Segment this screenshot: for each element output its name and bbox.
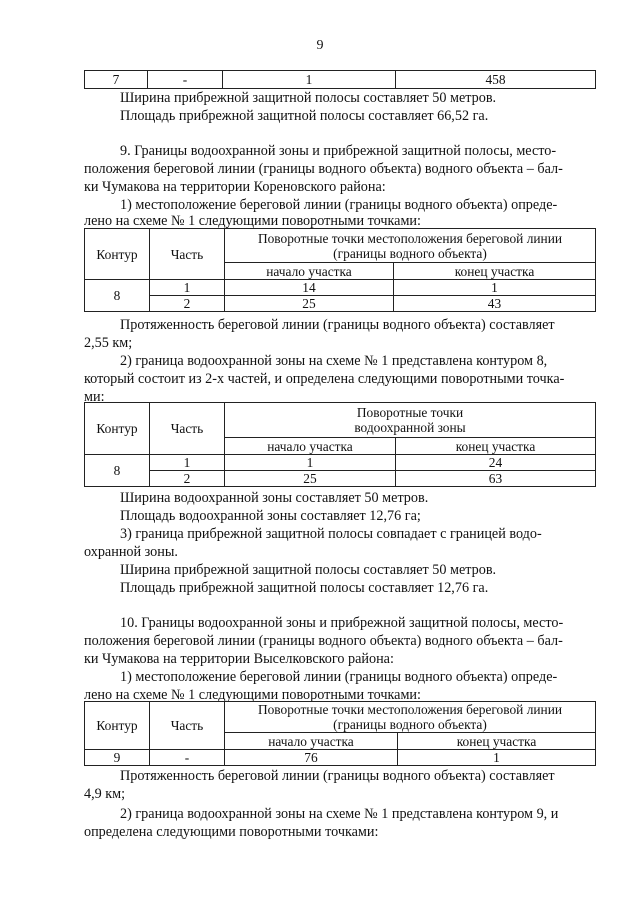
cell-part: 1 [150,455,225,471]
section-9-p2-line-2: который состоит из 2-х частей, и определена следующими поворотными точка- [84,371,565,387]
section-9-shoreline-table [84,228,596,312]
cell-start: 1 [225,455,396,471]
header-start: начало участка [225,263,394,280]
section-10-p1-line-2: лено на схеме № 1 следующими поворотными точками: [84,687,421,703]
strip-width-text: Ширина прибрежной защитной полосы составляет 50 метров. [120,562,497,578]
section-9-zone-table [84,402,596,487]
table-row [85,280,596,296]
header-start: начало участка [225,438,396,455]
section-10-shoreline-table [84,701,596,766]
section-10-length-line-2: 4,9 км; [84,786,126,802]
section-9-p1-line-1: 1) местоположение береговой линии (границы водного объекта) опреде- [120,197,558,213]
cell-contour: 8 [85,280,150,312]
section-9-p1-line-2: лено на схеме № 1 следующими поворотными точками: [84,213,421,229]
header-part: Часть [150,403,225,455]
page-number: 9 [316,38,324,53]
cell-part: 2 [150,296,225,312]
cell-contour: 8 [85,455,150,487]
header-points: Поворотные точки местоположения береговой линии (границы водного объекта) [225,229,596,263]
cell-contour: 9 [85,750,150,766]
cell-part: 2 [150,471,225,487]
table-row [85,471,596,487]
cell-start: 14 [225,280,394,296]
cell-end: 1 [394,280,596,296]
header-end: конец участка [396,438,596,455]
cell-start: 1 [223,71,396,89]
section-10-p1-line-1: 1) местоположение береговой линии (границы водного объекта) опреде- [120,669,558,685]
header-end: конец участка [398,733,596,750]
section-10-heading-line-1: 10. Границы водоохранной зоны и прибрежной защитной полосы, место- [120,615,564,631]
section-9-heading-line-1: 9. Границы водоохранной зоны и прибрежной защитной полосы, место- [120,143,557,159]
section-9-heading-line-3: ки Чумакова на территории Кореновского района: [84,179,386,195]
table-row [85,750,596,766]
header-points: Поворотные точки местоположения береговой линии (границы водного объекта) [225,702,596,733]
zone-area-text: Площадь водоохранной зоны составляет 12,76 га; [120,508,421,524]
section-10-p2-line-2: определена следующими поворотными точками: [84,824,379,840]
section-10-heading-line-3: ки Чумакова на территории Выселковского района: [84,651,394,667]
header-part: Часть [150,702,225,750]
header-end: конец участка [394,263,596,280]
header-contour: Контур [85,229,150,280]
section-9-p3-line-1: 3) граница прибрежной защитной полосы совпадает с границей водо- [120,526,542,542]
strip-width-text: Ширина прибрежной защитной полосы составляет 50 метров. [120,90,497,106]
cell-start: 25 [225,471,396,487]
zone-width-text: Ширина водоохранной зоны составляет 50 метров. [120,490,429,506]
section-10-p2-line-1: 2) граница водоохранной зоны на схеме № 1 представлена контуром 9, и [120,806,559,822]
section-9-p3-line-2: охранной зоны. [84,544,178,560]
table-row [85,71,596,89]
cell-start: 76 [225,750,398,766]
section-9-p2-line-1: 2) граница водоохранной зоны на схеме № 1 представлена контуром 8, [120,353,548,369]
top-table [84,70,596,89]
cell-contour: 7 [85,71,148,89]
header-part: Часть [150,229,225,280]
header-start: начало участка [225,733,398,750]
section-10-heading-line-2: положения береговой линии (границы водного объекта) водного объекта – бал- [84,633,563,649]
cell-end: 24 [396,455,596,471]
cell-part: - [150,750,225,766]
cell-end: 1 [398,750,596,766]
section-10-length-line-1: Протяженность береговой линии (границы водного объекта) составляет [120,768,555,784]
cell-end: 458 [396,71,596,89]
table-row [85,296,596,312]
cell-part: 1 [150,280,225,296]
header-contour: Контур [85,702,150,750]
section-9-length-line-1: Протяженность береговой линии (границы водного объекта) составляет [120,317,555,333]
cell-end: 63 [396,471,596,487]
section-9-heading-line-2: положения береговой линии (границы водного объекта) водного объекта – бал- [84,161,563,177]
header-points: Поворотные точки водоохранной зоны [225,403,596,438]
section-9-p2-line-3: ми: [84,389,105,405]
strip-area-text: Площадь прибрежной защитной полосы составляет 66,52 га. [120,108,489,124]
cell-part: - [148,71,223,89]
header-contour: Контур [85,403,150,455]
cell-start: 25 [225,296,394,312]
cell-end: 43 [394,296,596,312]
section-9-length-line-2: 2,55 км; [84,335,133,351]
strip-area-text: Площадь прибрежной защитной полосы составляет 12,76 га. [120,580,489,596]
table-row [85,455,596,471]
